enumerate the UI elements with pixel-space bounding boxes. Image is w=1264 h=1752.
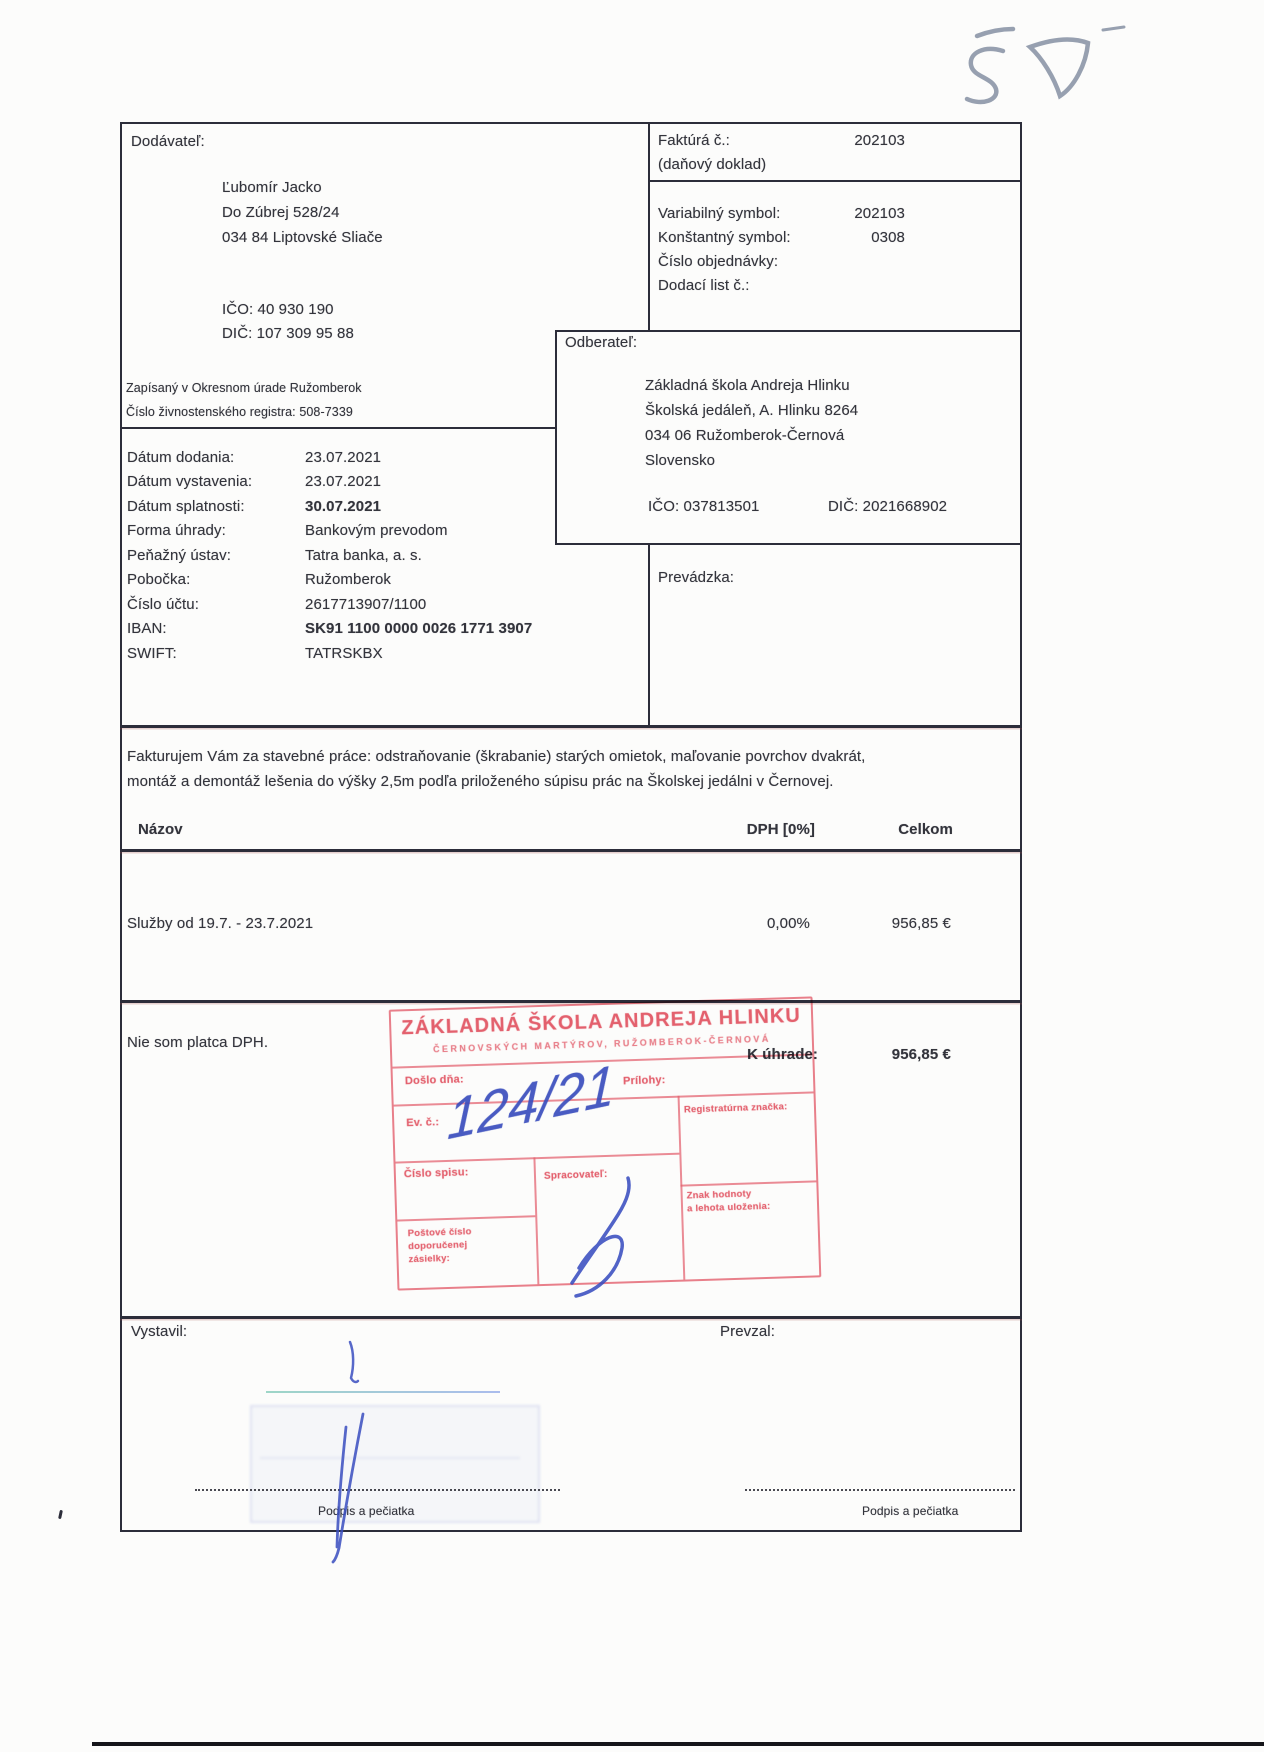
stamp-processor-label: Spracovateľ: bbox=[543, 1168, 608, 1182]
detail-value-due-date: 30.07.2021 bbox=[305, 498, 382, 515]
stamp-postal-number-label-line2: doporučenej bbox=[407, 1239, 468, 1253]
received-by-label: Prevzal: bbox=[720, 1323, 775, 1340]
detail-value: 2617713907/1100 bbox=[305, 596, 427, 613]
variable-symbol-label: Variabilný symbol: bbox=[658, 205, 781, 222]
amount-due-label: K úhrade: bbox=[747, 1046, 818, 1063]
stamp-file-number-label: Číslo spisu: bbox=[403, 1166, 469, 1181]
customer-name: Základná škola Andreja Hlinku bbox=[645, 377, 850, 394]
amount-due-value: 956,85 € bbox=[891, 1046, 951, 1063]
invoice-number-value: 202103 bbox=[854, 132, 905, 149]
table-header-vat: DPH [0%] bbox=[746, 821, 815, 838]
customer-address-line1: Školská jedáleň, A. Hlinku 8264 bbox=[645, 402, 859, 419]
invoice-tax-doc-note: (daňový doklad) bbox=[658, 156, 767, 173]
stamp-postal-number-label-line1: Poštové číslo bbox=[407, 1226, 472, 1240]
supplier-street: Do Zúbrej 528/24 bbox=[222, 204, 340, 221]
premises-box-label: Prevádzka: bbox=[658, 569, 735, 586]
supplier-ico: IČO: 40 930 190 bbox=[222, 301, 334, 318]
vat-note: Nie som platca DPH. bbox=[127, 1034, 269, 1051]
separator-table-bottom bbox=[120, 1000, 1022, 1003]
stamp-subtitle: ČERNOVSKÝCH MARTÝROV, RUŽOMBEROK-ČERNOVÁ bbox=[432, 1033, 771, 1055]
work-description-line2: montáž a demontáž lešenia do výšky 2,5m podľa priloženého súpisu prác na Školskej jedálni v Černovej. bbox=[127, 773, 834, 790]
table-header-name: Názov bbox=[138, 821, 183, 838]
scan-bottom-edge bbox=[92, 1742, 1264, 1746]
supplier-city: 034 84 Liptovské Sliače bbox=[222, 229, 383, 246]
detail-value: TATRSKBX bbox=[305, 645, 383, 662]
issued-by-label: Vystavil: bbox=[131, 1323, 188, 1340]
customer-box-label: Odberateľ: bbox=[565, 334, 638, 351]
detail-label: Dátum vystavenia: bbox=[127, 473, 253, 490]
detail-value: 23.07.2021 bbox=[305, 473, 382, 490]
customer-ico: IČO: 037813501 bbox=[648, 498, 760, 515]
detail-value-iban: SK91 1100 0000 0026 1771 3907 bbox=[305, 620, 533, 637]
table-header-total: Celkom bbox=[898, 821, 953, 838]
table-row-total: 956,85 € bbox=[891, 915, 951, 932]
signature-dotted-line-left bbox=[195, 1489, 560, 1491]
detail-value: Bankovým prevodom bbox=[305, 522, 448, 539]
stamp-postal-number-label-line3: zásielky: bbox=[408, 1252, 451, 1266]
stamp-line bbox=[533, 1157, 539, 1284]
supplier-box-label: Dodávateľ: bbox=[131, 133, 205, 150]
detail-label: Pobočka: bbox=[127, 571, 191, 588]
signature-dotted-line-right bbox=[745, 1489, 1015, 1491]
supplier-name: Ľubomír Jacko bbox=[222, 179, 322, 196]
table-row-name: Služby od 19.7. - 23.7.2021 bbox=[127, 915, 314, 932]
variable-symbol-value: 202103 bbox=[854, 205, 905, 222]
stamp-value-sign-label-line2: a lehota uloženia: bbox=[686, 1200, 771, 1215]
detail-label: Forma úhrady: bbox=[127, 522, 226, 539]
customer-dic: DIČ: 2021668902 bbox=[828, 498, 948, 515]
detail-value: 23.07.2021 bbox=[305, 449, 382, 466]
supplier-dic: DIČ: 107 309 95 88 bbox=[222, 325, 354, 342]
registry-stamp bbox=[389, 996, 822, 1290]
supplier-registration-line2: Číslo živnostenského registra: 508-7339 bbox=[126, 405, 353, 419]
stamp-value-sign-label-line1: Znak hodnoty bbox=[686, 1188, 752, 1202]
divider-top-right-column bbox=[648, 122, 650, 330]
invoice-number-label: Faktúrá č.: bbox=[658, 132, 730, 149]
detail-value: Tatra banka, a. s. bbox=[305, 547, 422, 564]
stamp-received-date-label: Došlo dňa: bbox=[404, 1073, 464, 1088]
detail-value: Ružomberok bbox=[305, 571, 392, 588]
detail-label: Dátum dodania: bbox=[127, 449, 235, 466]
signature-caption-left: Podpis a pečiatka bbox=[318, 1504, 415, 1518]
stamp-line bbox=[397, 1215, 535, 1221]
handwritten-ev-number: 124/21 bbox=[446, 1051, 617, 1152]
constant-symbol-value: 0308 bbox=[871, 229, 905, 246]
delivery-note-label: Dodací list č.: bbox=[658, 277, 750, 294]
detail-label: Peňažný ústav: bbox=[127, 547, 231, 564]
detail-label: IBAN: bbox=[127, 620, 167, 637]
divider-premises-left bbox=[648, 545, 650, 727]
stamp-ev-number-label: Ev. č.: bbox=[406, 1116, 440, 1130]
constant-symbol-label: Konštantný symbol: bbox=[658, 229, 791, 246]
handwritten-corner-mark-s7 bbox=[967, 27, 1124, 102]
detail-label: SWIFT: bbox=[127, 645, 177, 662]
stamp-registry-mark-label: Registratúrna značka: bbox=[683, 1101, 788, 1116]
table-row-vat: 0,00% bbox=[766, 915, 810, 932]
order-number-label: Číslo objednávky: bbox=[658, 253, 779, 270]
separator-table-header bbox=[120, 849, 1022, 852]
separator-body-top bbox=[120, 725, 1022, 728]
stamp-line bbox=[678, 1096, 686, 1280]
detail-label: Dátum splatnosti: bbox=[127, 498, 245, 515]
detail-label: Číslo účtu: bbox=[127, 596, 199, 613]
supplier-registration-line1: Zapísaný v Okresnom úrade Ružomberok bbox=[126, 381, 362, 395]
work-description-line1: Fakturujem Vám za stavebné práce: odstraňovanie (škrabanie) starých omietok, maľovanie povrchov dvakrát, bbox=[127, 748, 866, 765]
stamp-line bbox=[395, 1153, 679, 1164]
divider-under-invoice-number bbox=[648, 180, 1022, 182]
stamp-title: ZÁKLADNÁ ŠKOLA ANDREJA HLINKU bbox=[401, 1004, 802, 1040]
customer-address-line2: 034 06 Ružomberok-Černová bbox=[645, 427, 845, 444]
faint-ink-underline bbox=[266, 1391, 500, 1393]
signature-caption-right: Podpis a pečiatka bbox=[862, 1504, 959, 1518]
stamp-line bbox=[680, 1180, 816, 1186]
stamp-attachments-label: Prílohy: bbox=[622, 1074, 666, 1088]
customer-address-line3: Slovensko bbox=[645, 452, 716, 469]
divider-under-supplier bbox=[120, 427, 555, 429]
separator-footer-top bbox=[120, 1316, 1022, 1319]
scan-speck bbox=[58, 1510, 63, 1519]
